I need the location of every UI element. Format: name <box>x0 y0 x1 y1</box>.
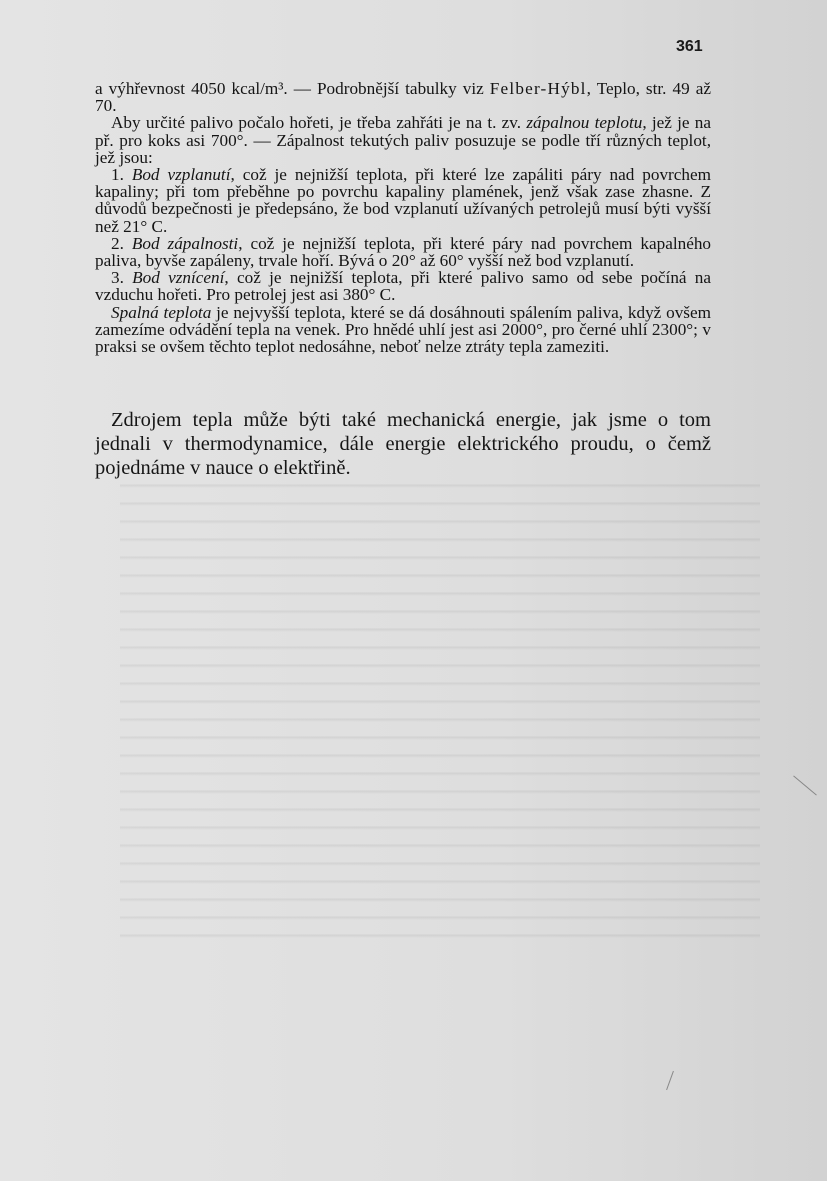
list-item-fire-point <box>95 235 711 269</box>
list-item-flash-point <box>95 166 711 235</box>
page-number: 361 <box>676 38 703 55</box>
paragraph-ignition <box>95 114 711 166</box>
term-zapalna-teplota: zápalnou teplotu <box>526 113 643 133</box>
term-bod-vzplanuti: Bod vzplanutí <box>131 165 231 185</box>
text-run: , jež je na př. pro koks asi 700°. — Zápalnost tekutých paliv posuzuje se podle tří různých teplot, jež jsou: <box>95 113 711 167</box>
paragraph-combustion-temp <box>95 304 711 356</box>
text-run: , což je nejnižší teplota, při které páry nad povrchem kapalného paliva, byvše zapáleny, trvale hoří. Bývá o 20° až 60° vyšší než bod vzplanutí. <box>95 233 712 271</box>
term-bod-vzniceni: Bod vznícení <box>132 268 225 288</box>
item-number: 3. <box>111 268 133 288</box>
author-name: Felber-Hýbl <box>489 79 587 98</box>
text-run: , Teplo, str. 49 až 70. <box>95 79 711 116</box>
text-run: a výhřevnost 4050 kcal/m³. — Podrobnější tabulky viz <box>95 79 490 98</box>
term-bod-zapalnosti: Bod zápalnosti <box>131 233 239 253</box>
text-run: , což je nejnižší teplota, při které lze zapáliti páry nad povrchem kapaliny; při tom přeběhne po povrchu kapaliny plamének, jenž však zase zhasne. Z důvodů bezpečnosti je předepsáno, že bod vzplanutí užívaných petrolejů musí býti vyšší než 21° C. <box>95 165 711 236</box>
text-run: je nejvyšší teplota, které se dá dosáhnouti spálením paliva, když ovšem zamezíme odvádění tepla na venek. Pro hnědé uhlí jest asi 2000°, pro černé uhlí 2300°; v praksi se ovšem těchto teplot nedosáhne, neboť nelze ztráty tepla zameziti. <box>95 302 711 357</box>
text-run: Aby určité palivo počalo hořeti, je třeba zahřáti je na t. zv. <box>111 113 527 133</box>
show-through-texture <box>120 470 760 940</box>
text-run: , což je nejnižší teplota, při které palivo samo od sebe počíná na vzduchu hořeti. Pro petrolej jest asi 380° C. <box>95 268 712 305</box>
paper-mark <box>666 1071 674 1090</box>
paragraph-heat-sources: Zdrojem tepla může býti také mechanická energie, jak jsme o tom jednali v thermodynamice, dále energie elektrického proudu, o čemž pojednáme v nauce o elektřině. <box>95 409 711 479</box>
item-number: 2. <box>111 233 132 253</box>
item-number: 1. <box>111 165 132 185</box>
paragraph-calorific <box>95 80 711 114</box>
term-spalna-teplota: Spalná teplota <box>111 302 212 322</box>
list-item-autoignition <box>95 269 711 303</box>
small-print-block <box>95 80 711 355</box>
paper-mark <box>793 775 817 795</box>
